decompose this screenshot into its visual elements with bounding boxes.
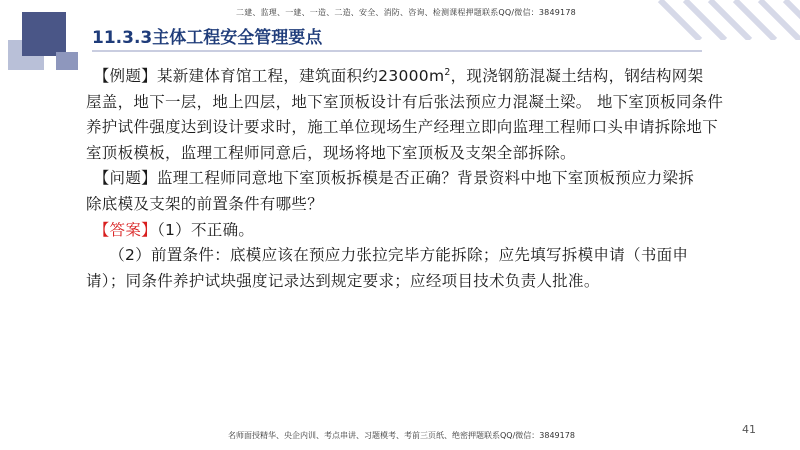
example-line-1b: ，现浇钢筋混凝土结构，钢结构网架: [450, 67, 704, 85]
header-divider: [92, 50, 702, 52]
footer-contact-note: 名师面授精华、央企内训、考点串讲、习题模考、考前三页纸、绝密押题联系QQ/微信：3849178: [228, 431, 575, 440]
page-number: 41: [742, 423, 756, 436]
answer-part-2: [86, 243, 766, 294]
corner-stripes-decoration: [600, 0, 800, 40]
example-superscript: 2: [444, 66, 451, 78]
question-paragraph: [86, 166, 766, 217]
question-line-2: 除底模及支架的前置条件有哪些？: [86, 194, 324, 213]
answer-part-2-line-1: （2）前置条件：底模应该在预应力张拉完毕方能拆除；应先填写拆模申请（书面申: [109, 246, 689, 265]
decor-square-mid: [56, 52, 78, 70]
example-line-4: 室顶板模板，监理工程师同意后，现场将地下室顶板及支架全部拆除。: [86, 143, 576, 162]
answer-part-2-line-2: 请）；同条件养护试块强度记录达到规定要求；应经项目技术负责人批准。: [86, 271, 600, 290]
answer-part-1-text: （1）不正确。: [156, 220, 255, 239]
example-line-1a: 某新建体育馆工程，建筑面积约23000m: [156, 67, 445, 85]
page-title: 11.3.3主体工程安全管理要点: [92, 28, 323, 48]
slide-content: [86, 64, 766, 294]
answer-tag: 【答案】: [93, 220, 157, 239]
header-contact-note: 二建、监理、一建、一造、二造、安全、消防、咨询、检测课程押题联系QQ/微信：3849178: [236, 8, 576, 17]
example-tag: 【例题】: [93, 67, 157, 85]
decor-square-dark: [22, 12, 66, 56]
example-paragraph: [86, 64, 766, 166]
answer-part-1: [86, 218, 766, 244]
example-line-3: 养护试件强度达到设计要求时，施工单位现场生产经理立即向监理工程师口头申请拆除地下: [86, 118, 719, 137]
question-line-1: 【问题】监理工程师同意地下室顶板拆模是否正确？背景资料中地下室顶板预应力梁拆: [93, 169, 695, 188]
example-line-2: 屋盖，地下一层，地上四层，地下室顶板设计有后张法预应力混凝土梁。 地下室顶板同条件: [86, 92, 724, 111]
